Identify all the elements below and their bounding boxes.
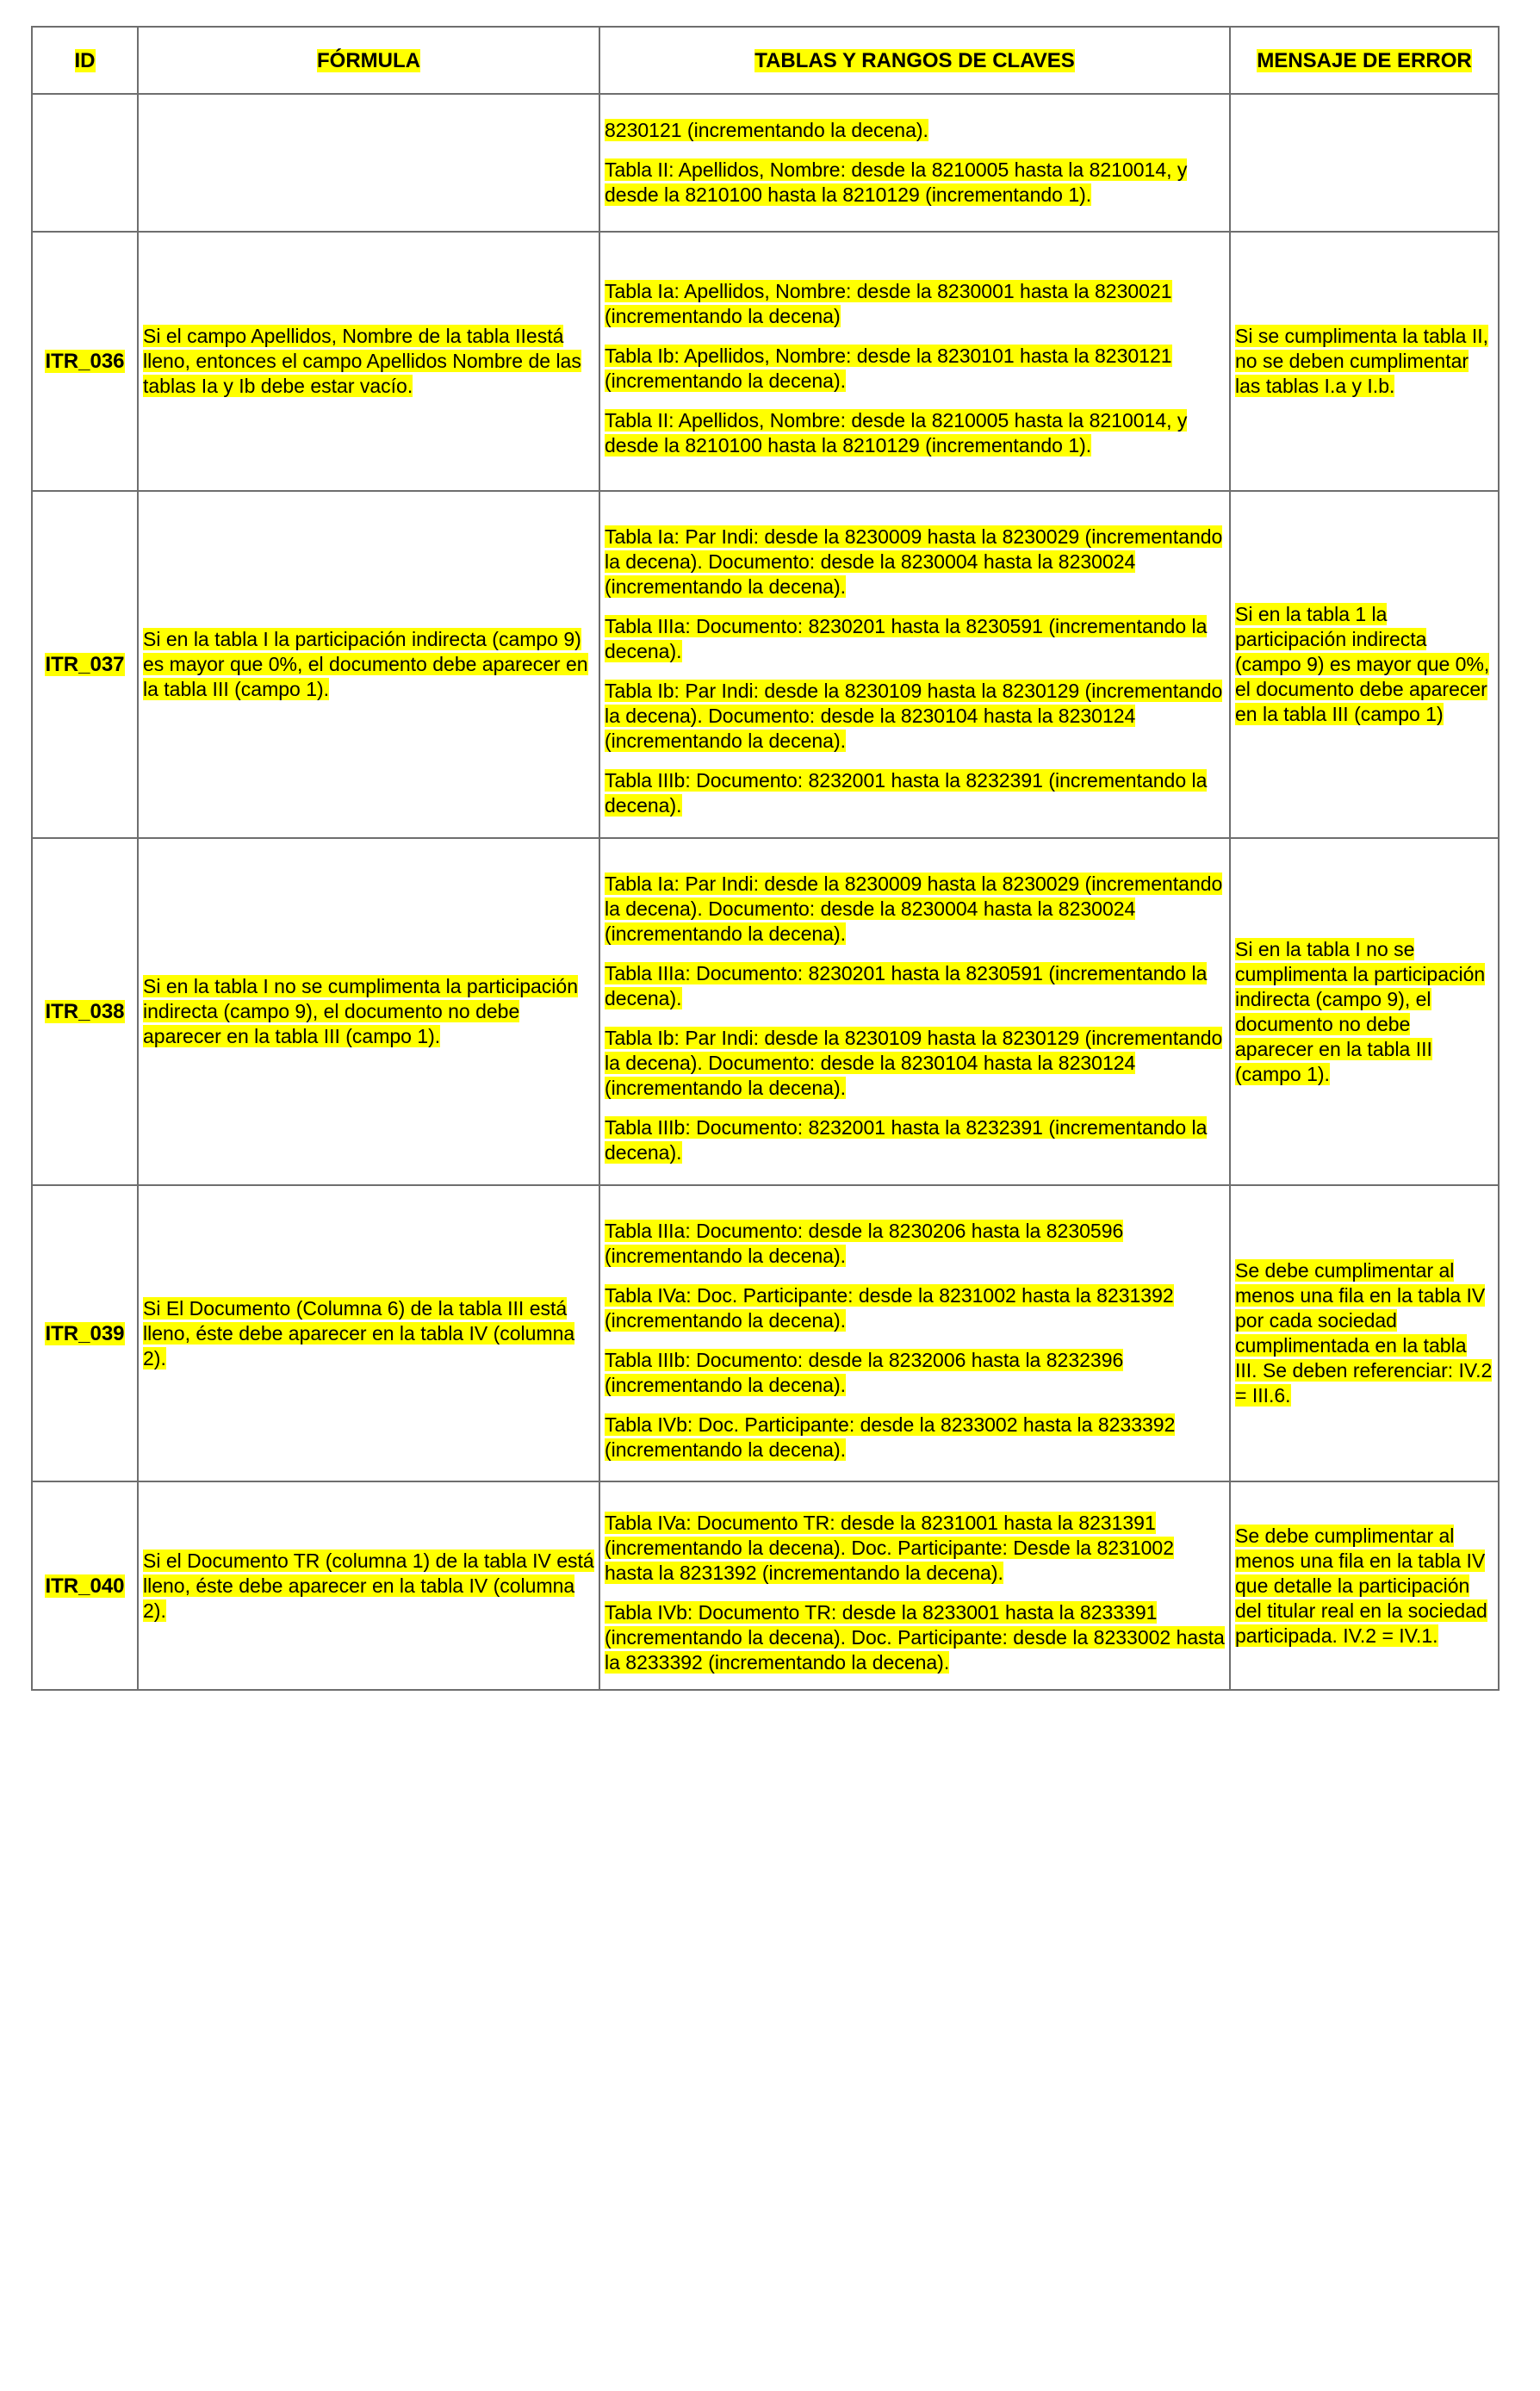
rule-message: Se debe cumplimentar al menos una fila en la tabla IV por cada sociedad cumplimentada en la tabla III. Se deben referenciar: IV.2 = III.6.	[1230, 1185, 1499, 1481]
range-line: Tabla IVb: Doc. Participante: desde la 8233002 hasta la 8233392 (incrementando la decena).	[605, 1413, 1176, 1461]
rule-id: ITR_040	[32, 1481, 138, 1690]
rule-formula: Si en la tabla I no se cumplimenta la participación indirecta (campo 9), el documento no debe aparecer en la tabla III (campo 1).	[138, 838, 599, 1185]
range-line: 8230121 (incrementando la decena).	[605, 119, 928, 141]
range-line: Tabla II: Apellidos, Nombre: desde la 8210005 hasta la 8210014, y desde la 8210100 hasta la 8210129 (incrementando 1).	[605, 408, 1188, 456]
header-ranges: TABLAS Y RANGOS DE CLAVES	[599, 27, 1230, 94]
table-row	[32, 491, 1499, 838]
range-line: Tabla IIIb: Documento: 8232001 hasta la 8232391 (incrementando la decena).	[605, 769, 1208, 817]
rule-id	[32, 94, 138, 232]
rule-formula: Si en la tabla I la participación indirecta (campo 9) es mayor que 0%, el documento debe aparecer en la tabla III (campo 1).	[138, 491, 599, 838]
rule-formula: Si el Documento TR (columna 1) de la tabla IV está lleno, éste debe aparecer en la tabla IV (columna 2).	[138, 1481, 599, 1690]
range-line: Tabla IIIb: Documento: 8232001 hasta la 8232391 (incrementando la decena).	[605, 1116, 1208, 1164]
rule-formula: Si El Documento (Columna 6) de la tabla III está lleno, éste debe aparecer en la tabla IV (columna 2).	[138, 1185, 599, 1481]
range-line: Tabla IIIa: Documento: 8230201 hasta la 8230591 (incrementando la decena).	[605, 962, 1208, 1009]
table-row	[32, 94, 1499, 232]
range-line: Tabla Ib: Par Indi: desde la 8230109 hasta la 8230129 (incrementando la decena). Documento: desde la 8230104 hasta la 8230124 (incrementando la decena).	[605, 1027, 1223, 1099]
rule-ranges	[599, 232, 1230, 491]
range-line: Tabla Ib: Par Indi: desde la 8230109 hasta la 8230129 (incrementando la decena). Documento: desde la 8230104 hasta la 8230124 (incrementando la decena).	[605, 680, 1223, 752]
table-row	[32, 838, 1499, 1185]
rule-message: Si en la tabla I no se cumplimenta la participación indirecta (campo 9), el documento no debe aparecer en la tabla III (campo 1).	[1230, 838, 1499, 1185]
rule-id: ITR_037	[32, 491, 138, 838]
rule-formula: Si el campo Apellidos, Nombre de la tabla IIestá lleno, entonces el campo Apellidos Nombre de las tablas Ia y Ib debe estar vacío.	[138, 232, 599, 491]
range-line: Tabla IIIa: Documento: 8230201 hasta la 8230591 (incrementando la decena).	[605, 615, 1208, 662]
rule-id: ITR_036	[32, 232, 138, 491]
rule-message: Se debe cumplimentar al menos una fila en la tabla IV que detalle la participación del titular real en la sociedad participada. IV.2 = IV.1.	[1230, 1481, 1499, 1690]
document-page	[31, 26, 1498, 1691]
range-line: Tabla Ia: Apellidos, Nombre: desde la 8230001 hasta la 8230021 (incrementando la decena)	[605, 279, 1172, 327]
rule-formula	[138, 94, 599, 232]
range-line: Tabla Ia: Par Indi: desde la 8230009 hasta la 8230029 (incrementando la decena). Documento: desde la 8230004 hasta la 8230024 (incrementando la decena).	[605, 873, 1223, 945]
header-row	[32, 27, 1499, 94]
range-line: Tabla Ia: Par Indi: desde la 8230009 hasta la 8230029 (incrementando la decena). Documento: desde la 8230004 hasta la 8230024 (incrementando la decena).	[605, 525, 1223, 598]
table-row	[32, 1185, 1499, 1481]
range-line: Tabla Ib: Apellidos, Nombre: desde la 8230101 hasta la 8230121 (incrementando la decena).	[605, 344, 1172, 392]
header-message: MENSAJE DE ERROR	[1230, 27, 1499, 94]
rule-ranges	[599, 1185, 1230, 1481]
rule-id: ITR_038	[32, 838, 138, 1185]
table-row	[32, 1481, 1499, 1690]
rule-message: Si en la tabla 1 la participación indirecta (campo 9) es mayor que 0%, el documento debe aparecer en la tabla III (campo 1)	[1230, 491, 1499, 838]
range-line: Tabla IIIa: Documento: desde la 8230206 hasta la 8230596 (incrementando la decena).	[605, 1219, 1124, 1267]
table-row	[32, 232, 1499, 491]
rule-id: ITR_039	[32, 1185, 138, 1481]
rule-message: Si se cumplimenta la tabla II, no se deben cumplimentar las tablas I.a y I.b.	[1230, 232, 1499, 491]
rule-ranges	[599, 1481, 1230, 1690]
range-line: Tabla IVa: Doc. Participante: desde la 8231002 hasta la 8231392 (incrementando la decena).	[605, 1283, 1174, 1332]
header-id: ID	[32, 27, 138, 94]
rule-message	[1230, 94, 1499, 232]
validation-rules-table	[31, 26, 1500, 1691]
range-line: Tabla II: Apellidos, Nombre: desde la 8210005 hasta la 8210014, y desde la 8210100 hasta la 8210129 (incrementando 1).	[605, 158, 1188, 206]
rule-ranges	[599, 94, 1230, 232]
rule-ranges	[599, 491, 1230, 838]
range-line: Tabla IIIb: Documento: desde la 8232006 hasta la 8232396 (incrementando la decena).	[605, 1348, 1124, 1396]
range-line: Tabla IVa: Documento TR: desde la 8231001 hasta la 8231391 (incrementando la decena). Doc. Participante: Desde la 8231002 hasta la 8231392 (incrementando la decena).	[605, 1511, 1175, 1584]
rule-ranges	[599, 838, 1230, 1185]
range-line: Tabla IVb: Documento TR: desde la 8233001 hasta la 8233391 (incrementando la decena). Doc. Participante: desde la 8233002 hasta la 8233392 (incrementando la decena).	[605, 1600, 1225, 1674]
header-formula: FÓRMULA	[138, 27, 599, 94]
